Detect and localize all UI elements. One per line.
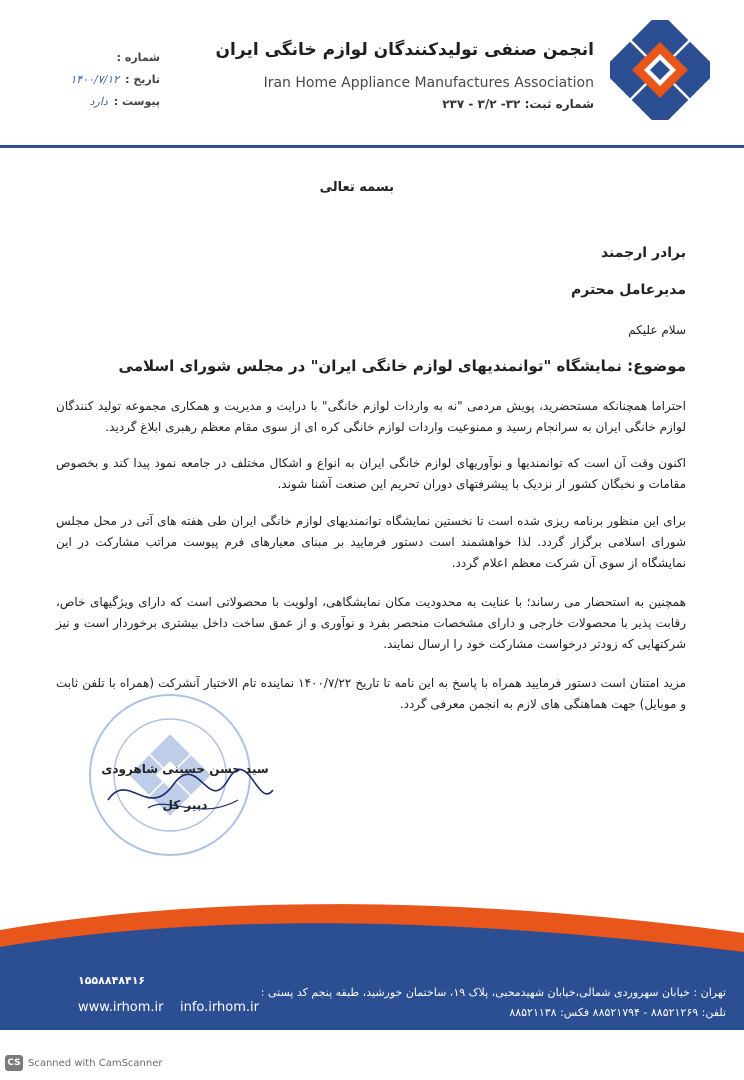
paragraph-3: برای این منظور برنامه ریزی شده است تا نخستین نمایشگاه توانمندیهای لوازم خانگی ایران طی هفته های آتی در محل مجلس شورای اسلامی برگزار گردد. لذا خواهشمند است دستور فرمایید بر مبنای معیارهای فرم پیوست مراتب مشارکت در این نمایشگاه از سوی آن شرکت معظم اعلام گردد.	[56, 514, 686, 570]
org-name-fa: انجمن صنفی تولیدکنندگان لوازم خانگی ایران	[215, 40, 594, 60]
footer-address: تهران : خیابان سهروردی شمالی،خیابان شهیدمحبی، پلاک ۱۹، ساختمان خورشید، طبقه پنجم کد پستی :	[260, 986, 726, 999]
footer-phones: تلفن: ۸۸۵۲۱۲۶۹ - ۸۸۵۲۱۷۹۴ فکس: ۸۸۵۲۱۱۳۸	[509, 1006, 726, 1019]
greeting: سلام علیکم	[628, 323, 686, 337]
salutation-line-1: برادر ارجمند	[600, 245, 686, 261]
signature-scribble-icon	[88, 760, 288, 830]
camscanner-logo-icon: CS	[5, 1055, 23, 1071]
signer-title: دبیر کل	[162, 798, 208, 812]
paragraph-2: اکنون وقت آن است که توانمندیها و نوآوریهای لوازم خانگی ایران به انواع و اشکال مختلف در جامعه نمود پیدا کند و بخصوص مقامات و نخبگان کشور از نزدیک با پیشرفتهای دوران تحریم این صنعت آشنا شوند.	[56, 456, 686, 491]
org-name-en: Iran Home Appliance Manufactures Association	[263, 75, 594, 91]
association-logo-icon	[610, 20, 710, 120]
footer-postal-code: ۱۵۵۸۸۴۸۴۱۶	[78, 974, 146, 987]
paragraph-1: احتراما همچنانکه مستحضرید، پویش مردمی "نه به واردات لوازم خانگی" با درایت و مدیریت و همکاری مجموعه تولید کنندگان لوازم خانگی ایران به سرانجام رسید و ممنوعیت واردات لوازم خانگی کره ای از سوی مقام معظم رهبری ابلاغ گردید.	[56, 399, 686, 434]
footer-email: info.irhom.ir	[180, 1000, 259, 1015]
paragraph-5: مزید امتنان است دستور فرمایید همراه با پاسخ به این نامه تا تاریخ ۱۴۰۰/۷/۲۲ نماینده تام الاختیار آنشرکت (همراه با تلفن ثابت و موبایل) جهت هماهنگی های لازم به انجمن معرفی گردد.	[56, 676, 687, 711]
header-divider	[0, 145, 744, 148]
meta-number-label: شماره :	[116, 50, 160, 64]
letter-meta	[60, 46, 160, 112]
meta-attach-label: پیوست :	[113, 94, 160, 108]
meta-attach-row	[60, 90, 160, 112]
meta-date-value: ۱۴۰۰/۷/۱۲	[70, 72, 120, 86]
scanner-watermark	[5, 1055, 163, 1071]
scanner-label: Scanned with CamScanner	[28, 1057, 163, 1069]
meta-attach-value: دارد	[89, 94, 108, 108]
paragraph-4: همچنین به استحضار می رساند؛ با عنایت به محدودیت مکان نمایشگاهی، اولویت با محصولاتی است که دارای ویژگیهای خاص، رقابت پذیر با محصولات خارجی و دارای مشخصات منحصر بفرد و نوآوری و از عمق ساخت داخل بیشتری برخوردار است و نیز شرکتهایی که زودتر درخواست مشارکت خود را ارسال نمایند.	[56, 595, 686, 651]
signer-name: سید حسن حسینی شاهرودی	[101, 762, 269, 776]
meta-date-label: تاریخ :	[125, 72, 160, 86]
salutation-line-2: مدیرعامل محترم	[570, 282, 686, 298]
meta-date-row	[60, 68, 160, 90]
meta-number-row	[60, 46, 160, 68]
registration-number: شماره ثبت: ۳۲- ۳/۲ - ۲۳۷	[442, 97, 594, 111]
invocation: بسمه تعالی	[319, 180, 394, 195]
footer-website: www.irhom.ir	[78, 1000, 164, 1015]
letter-subject: موضوع: نمایشگاه "توانمندیهای لوازم خانگی ایران" در مجلس شورای اسلامی	[118, 357, 686, 375]
